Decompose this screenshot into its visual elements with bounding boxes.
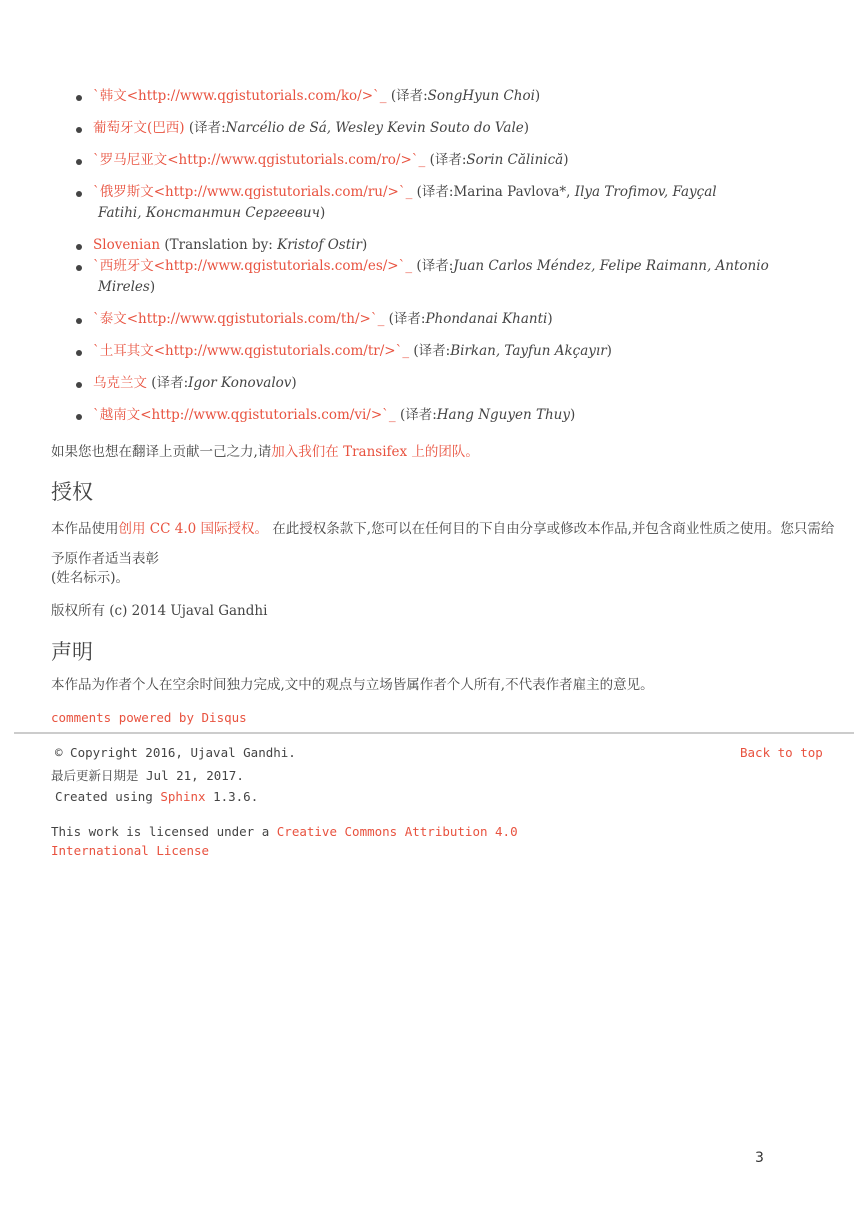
- translator-names: Juan Carlos Méndez, Felipe Raimann, Antonio: [453, 258, 769, 274]
- link-spanish[interactable]: `西班牙文<http://www.qgistutorials.com/es/>`_: [93, 258, 413, 274]
- license-attribution-line: [51, 566, 841, 590]
- bullet-icon: [76, 382, 82, 388]
- cc-attribution-link-continued[interactable]: International License: [51, 843, 210, 858]
- join-transifex-link[interactable]: 加入我们在 Transifex 上的团队。: [271, 444, 479, 460]
- bullet-icon: [76, 265, 82, 271]
- license-section: [51, 476, 841, 506]
- list-item: [76, 150, 816, 171]
- footer-copyright: © Copyright 2016, Ujaval Gandhi.: [55, 745, 296, 760]
- disqus-link[interactable]: comments powered by Disqus: [51, 710, 247, 725]
- contribute-text: 如果您也想在翻译上贡献一己之力,请: [51, 444, 272, 460]
- list-item: [76, 405, 816, 426]
- bullet-icon: [76, 95, 82, 101]
- translator-names: Kristof Ostir: [277, 237, 362, 253]
- list-item: [76, 256, 816, 298]
- list-item: [76, 373, 816, 394]
- list-item: [76, 86, 816, 107]
- link-romanian[interactable]: `罗马尼亚文<http://www.qgistutorials.com/ro/>`_: [93, 152, 426, 168]
- by-suffix: ): [149, 279, 156, 295]
- bullet-icon: [76, 244, 82, 250]
- by-prefix: (译者:: [388, 311, 426, 327]
- footer-created-using: [55, 789, 258, 804]
- translator-names: SongHyun Choi: [427, 88, 535, 104]
- bullet-icon: [76, 350, 82, 356]
- link-ukrainian[interactable]: 乌克兰文: [93, 375, 147, 391]
- translator-names: Phondanai Khanti: [425, 311, 548, 327]
- by-suffix: ): [606, 343, 612, 359]
- cc-attribution-link[interactable]: Creative Commons Attribution 4.0: [276, 824, 518, 839]
- by-suffix: ): [291, 375, 297, 391]
- list-item: [76, 118, 816, 139]
- link-korean[interactable]: `韩文<http://www.qgistutorials.com/ko/>`_: [93, 88, 387, 104]
- translator-names-continued: Mireles: [98, 279, 150, 295]
- license-paragraph: [51, 514, 841, 574]
- translator-names: Igor Konovalov: [188, 375, 292, 391]
- link-slovenian[interactable]: Slovenian: [93, 237, 161, 253]
- list-item: [76, 182, 816, 224]
- disclaimer-text: 本作品为作者个人在空余时间独力完成,文中的观点与立场皆属作者个人所有,不代表作者雇主的意见。: [51, 677, 654, 693]
- list-item: [76, 235, 816, 256]
- by-prefix: (译者:: [390, 88, 428, 104]
- link-thai[interactable]: `泰文<http://www.qgistutorials.com/th/>`_: [93, 311, 385, 327]
- cc-prefix: This work is licensed under a: [51, 824, 270, 839]
- license-heading: 授权: [51, 480, 93, 504]
- by-prefix: (译者:: [399, 407, 437, 423]
- translator-names: Narcélio de Sá, Wesley Kevin Souto do Vale: [225, 120, 524, 136]
- copyright-line: [51, 599, 841, 623]
- back-to-top-link[interactable]: Back to top: [740, 745, 823, 760]
- link-turkish[interactable]: `土耳其文<http://www.qgistutorials.com/tr/>`_: [93, 343, 410, 359]
- copyright-text: 版权所有 (c) 2014 Ujaval Gandhi: [51, 603, 268, 619]
- disclaimer-section: [51, 636, 841, 666]
- disqus-line: [51, 710, 841, 726]
- bullet-icon: [76, 414, 82, 420]
- by-prefix: (译者:: [413, 343, 451, 359]
- bullet-icon: [76, 159, 82, 165]
- bullet-icon: [76, 127, 82, 133]
- footer-cc-license: [51, 822, 518, 860]
- sphinx-link[interactable]: Sphinx: [160, 789, 206, 804]
- link-vietnamese[interactable]: `越南文<http://www.qgistutorials.com/vi/>`_: [93, 407, 396, 423]
- list-item: [76, 309, 816, 330]
- disclaimer-heading: 声明: [51, 640, 93, 664]
- bullet-icon: [76, 191, 82, 197]
- disclaimer-paragraph: [51, 673, 841, 697]
- footer-divider: [14, 732, 854, 734]
- translator-names-continued: Fatihi, Константин Сергеевич: [98, 205, 320, 221]
- link-portuguese-brazil[interactable]: 葡萄牙文(巴西): [93, 120, 185, 136]
- by-suffix: ): [563, 152, 569, 168]
- license-text-before: 本作品使用: [51, 521, 119, 537]
- by-prefix: (Translation by:: [164, 237, 273, 253]
- translators-list: [76, 86, 816, 437]
- footer-last-updated: 最后更新日期是 Jul 21, 2017.: [51, 768, 244, 783]
- by-suffix: ): [547, 311, 553, 327]
- by-suffix: ): [534, 88, 541, 104]
- created-suffix: 1.3.6.: [213, 789, 259, 804]
- bullet-icon: [76, 318, 82, 324]
- translator-names: Sorin Călinică: [466, 152, 564, 168]
- created-prefix: Created using: [55, 789, 153, 804]
- by-prefix: (译者:: [429, 152, 467, 168]
- by-prefix: (译者:: [416, 258, 454, 274]
- contribute-paragraph: [51, 440, 841, 464]
- license-attribution: (姓名标示)。: [51, 570, 130, 586]
- page-number: 3: [755, 1150, 764, 1166]
- list-item: [76, 341, 816, 362]
- translator-names: Hang Nguyen Thuy: [436, 407, 571, 423]
- link-russian[interactable]: `俄罗斯文<http://www.qgistutorials.com/ru/>`_: [93, 184, 413, 200]
- by-suffix: ): [361, 237, 368, 253]
- by-prefix: (译者:: [151, 375, 189, 391]
- by-suffix: ): [523, 120, 530, 136]
- by-suffix: ): [320, 205, 326, 221]
- license-text-after: 在此授权条款下,您可以在任何目的下自由分享或修改本作品,并包含商业性质之使用。您只需给予原作者适当表彰: [51, 521, 835, 567]
- cc-license-link[interactable]: 创用 CC 4.0 国际授权。: [118, 521, 269, 537]
- translator-names: Ilya Trofimov, Fayçal: [574, 184, 717, 200]
- by-prefix: (译者:: [188, 120, 226, 136]
- by-suffix: ): [570, 407, 576, 423]
- by-prefix: (译者:Marina Pavlova*,: [416, 184, 571, 200]
- translator-names: Birkan, Tayfun Akçayır: [450, 343, 607, 359]
